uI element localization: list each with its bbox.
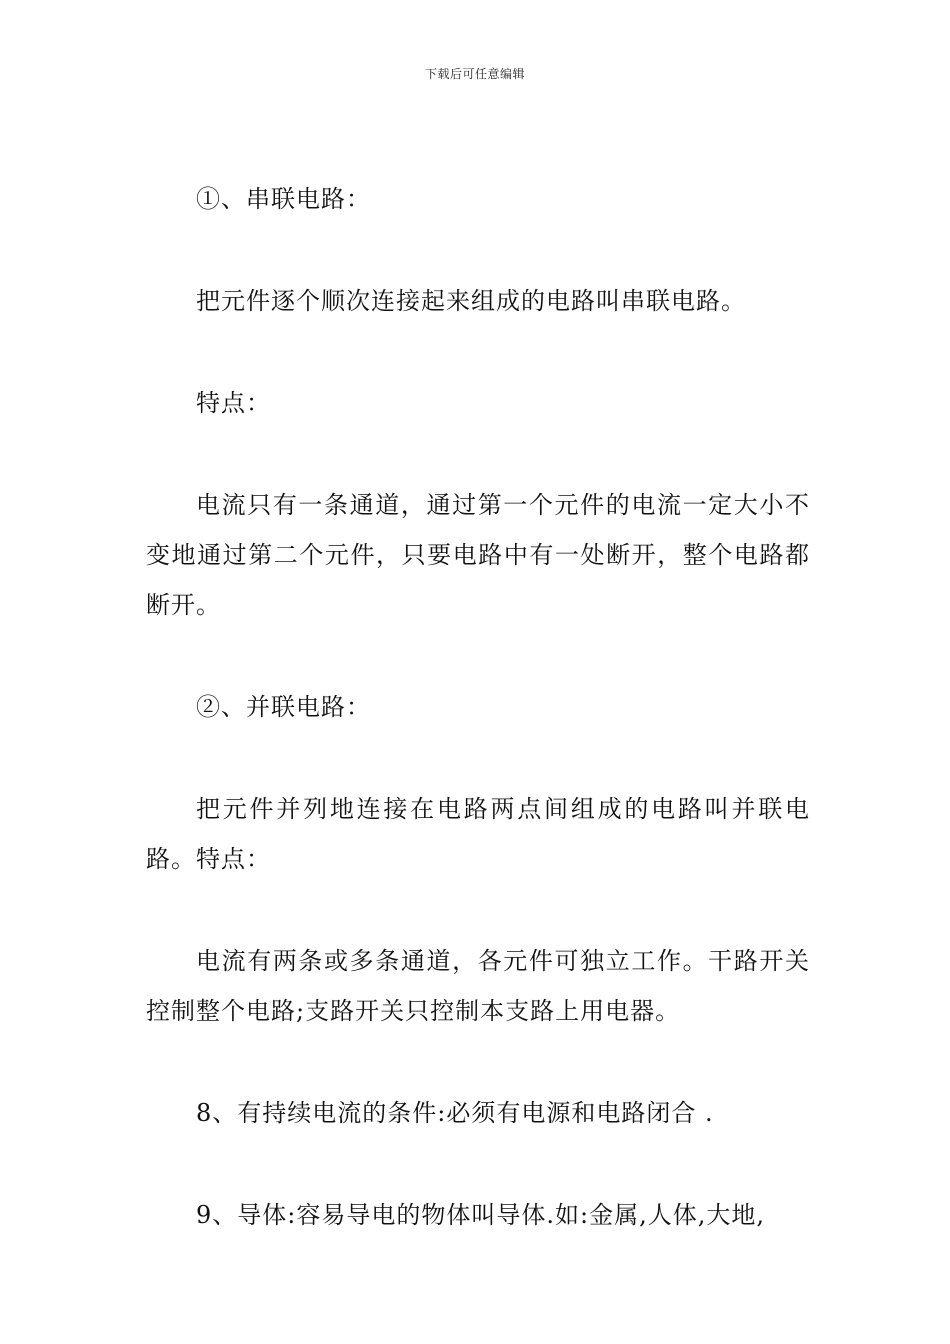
heading-series-circuit: ①、串联电路： <box>196 185 371 213</box>
paragraph-series-definition: 把元件逐个顺次连接起来组成的电路叫串联电路。 <box>196 287 746 315</box>
document-body <box>146 174 810 1240</box>
paragraph-features-label: 特点： <box>196 389 271 417</box>
paragraph-item-9: 9、导体:容易导电的物体叫导体.如:金属,人体,大地, <box>196 1201 765 1229</box>
paragraph-series-features: 电流只有一条通道，通过第一个元件的电流一定大小不变地通过第二个元件，只要电路中有一处断开，整个电路都断开。 <box>146 491 810 619</box>
paragraph-item-8: 8、有持续电流的条件:必须有电源和电路闭合 . <box>196 1099 714 1127</box>
paragraph-parallel-features: 电流有两条或多条通道，各元件可独立工作。干路开关控制整个电路;支路开关只控制本支路上用电器。 <box>146 947 810 1025</box>
paragraph-parallel-definition: 把元件并列地连接在电路两点间组成的电路叫并联电路。特点： <box>146 795 810 873</box>
page-header: 下载后可任意编辑 <box>424 67 525 81</box>
heading-parallel-circuit: ②、并联电路： <box>196 693 371 721</box>
